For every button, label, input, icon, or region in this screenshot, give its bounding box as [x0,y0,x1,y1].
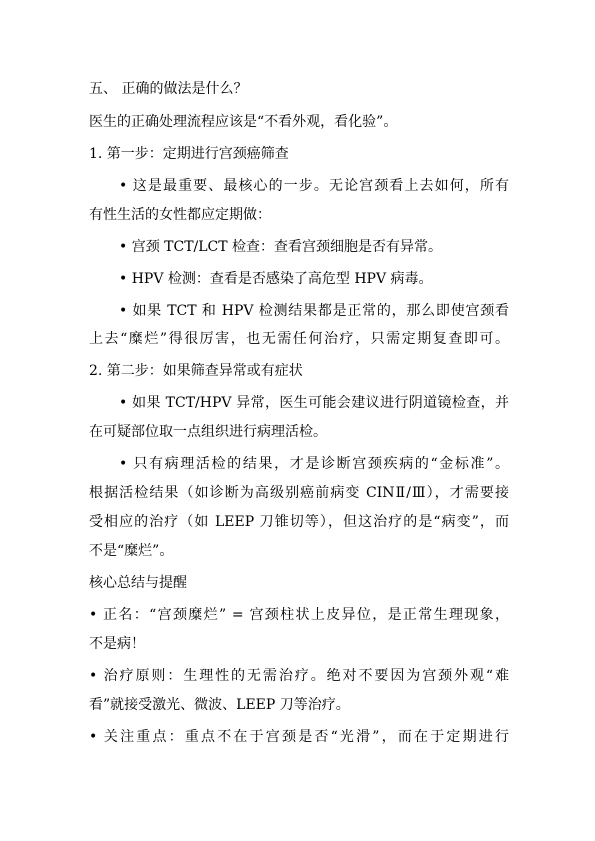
summary-heading: 核心总结与提醒 [89,575,187,591]
paragraph-line: 根据活检结果（如诊断为高级别癌前病变 CINⅡ/Ⅲ），才需要接 [89,485,509,501]
paragraph-line: 受相应的治疗（如 LEEP 刀锥切等），但这治疗的是“病变”，而 [89,514,509,530]
paragraph-line: 上去“糜烂”得很厉害，也无需任何治疗，只需定期复查即可。 [89,331,509,347]
step-heading: 2. 第二步：如果筛查异常或有症状 [89,363,303,379]
bullet-line: • 正名：“宫颈糜烂” = 宫颈柱状上皮异位，是正常生理现象， [89,607,509,623]
paragraph-line: 看”就接受激光、微波、LEEP 刀等治疗。 [89,697,350,713]
bullet-line: • 宫颈 TCT/LCT 检查：查看宫颈细胞是否有异常。 [119,239,443,255]
bullet-line: • 如果 TCT 和 HPV 检测结果都是正常的，那么即使宫颈看 [119,303,509,319]
paragraph-line: 医生的正确处理流程应该是“不看外观，看化验”。 [89,114,398,130]
section-heading: 五、 正确的做法是什么？ [89,81,248,97]
bullet-line: • 治疗原则：生理性的无需治疗。绝对不要因为宫颈外观“难 [89,668,509,684]
bullet-line: • 如果 TCT/HPV 异常，医生可能会建议进行阴道镜检查，并 [119,395,509,411]
bullet-line: • 关注重点：重点不在于宫颈是否“光滑”，而在于定期进行 [89,729,509,745]
bullet-line: • 只有病理活检的结果，才是诊断宫颈疾病的“金标准”。 [119,456,509,472]
paragraph-line: 有性生活的女性都应定期做： [89,207,271,223]
bullet-line: • HPV 检测：查看是否感染了高危型 HPV 病毒。 [119,271,433,287]
bullet-line: • 这是最重要、最核心的一步。无论宫颈看上去如何，所有 [119,178,509,194]
paragraph-line: 不是病！ [89,636,145,652]
step-heading: 1. 第一步：定期进行宫颈癌筛查 [89,146,289,162]
paragraph-line: 在可疑部位取一点组织进行病理活检。 [89,424,327,440]
paragraph-line: 不是“糜烂”。 [89,543,174,559]
